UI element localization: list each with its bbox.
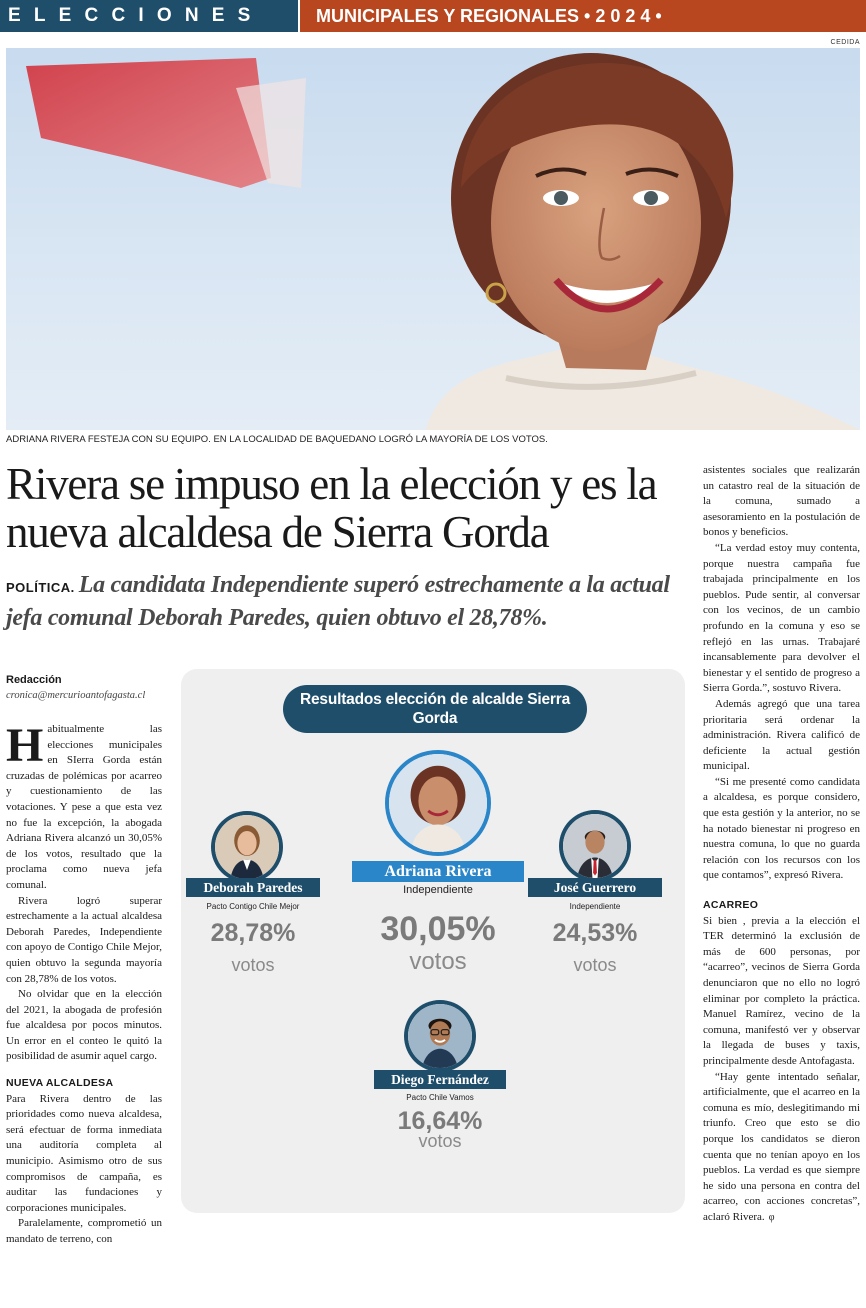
- body-paragraph: Paralelamente, comprometió un mandato de terreno, con: [6, 1217, 162, 1245]
- candidate-name-jose-guerrero: José Guerrero: [528, 878, 662, 897]
- candidate-pct-adriana-rivera: 30,05%: [380, 910, 496, 948]
- avatar-deborah-paredes: [211, 811, 283, 883]
- drop-cap: H: [6, 719, 44, 772]
- candidate-party-diego-fernandez: Pacto Chile Vamos: [406, 1093, 474, 1102]
- avatar-jose-guerrero: [559, 810, 631, 882]
- body-paragraph: asistentes sociales que realizarán un catastro real de la situación de la comuna, sumado a asesoramiento en la postulación de bonos y beneficios.: [703, 464, 860, 539]
- body-paragraph: “Hay gente intentado señalar, artificialmente, que el acarreo en la comuna es mío, deslegitimando mi triunfo. Creo que esto se dio porque los candidatos se dieron cuenta que no tenían apoyo en los pueblos. La verdad es que siempre he sido una persona en contra del acarreo, con acciones concretas”, aclaró Rivera. φ: [703, 1070, 860, 1223]
- deck-text: La candidata Independiente superó estrechamente a la actual jefa comunal Deborah Paredes, quien obtuvo el 28,78%.: [6, 572, 670, 631]
- body-paragraph: “Si me presenté como candidata a alcaldesa, es porque considero, que esta gestión y la anterior, no se ha notado bienestar ni progreso en nuestra comuna, lo que no guarda relación con los recursos con los que contamos”, expresó Rivera.: [703, 775, 860, 882]
- photo-caption: ADRIANA RIVERA FESTEJA CON SU EQUIPO. EN LA LOCALIDAD DE BAQUEDANO LOGRÓ LA MAYORÍA DE LOS VOTOS.: [6, 434, 548, 445]
- candidate-name-diego-fernandez: Diego Fernández: [374, 1070, 506, 1089]
- body-paragraph: Si bien , previa a la elección el TER determinó la exclusión de más de 600 personas, por “acarreo”, vecinos de Sierra Gorda denunciaron que no ello no logró eliminar por completo la práctica. Manuel Ramírez, vecino de la comuna, manifestó ver y observar la llegada de buses y taxis, principalmente desde Antofagasta.: [703, 914, 860, 1067]
- candidate-pct-diego-fernandez: 16,64%: [397, 1107, 483, 1135]
- candidate-name-deborah-paredes: Deborah Paredes: [186, 878, 320, 897]
- body-column-3: [703, 463, 860, 1226]
- section-label-block: [0, 0, 298, 32]
- votes-label: votos: [418, 1131, 462, 1151]
- portrait-icon: [563, 814, 627, 878]
- subsection-label: MUNICIPALES Y REGIONALES • 2 0 2 4 •: [316, 6, 662, 26]
- infographic-title: Resultados elección de alcalde Sierra Gorda: [283, 685, 587, 733]
- author-email[interactable]: cronica@mercurioantofagasta.cl: [6, 690, 146, 701]
- results-infographic: [181, 669, 685, 1213]
- subsection-label-block: [300, 0, 866, 32]
- subhead-acarreo: ACARREO: [703, 899, 759, 912]
- portrait-icon: [215, 815, 279, 879]
- candidate-party-adriana-rivera: Independiente: [403, 884, 473, 896]
- votes-label: votos: [231, 955, 275, 975]
- headline: Rivera se impuso en la elección y es la nueva alcaldesa de Sierra Gorda: [6, 459, 657, 557]
- photo-credit: CEDIDA: [830, 39, 860, 46]
- body-paragraph: Para Rivera dentro de las prioridades como nueva alcaldesa, será efectuar de forma inmediata una auditoría completa al municipio. Asimismo otro de sus compromisos de campaña, es auditar las fundaciones y corporaciones municipales.: [6, 1092, 162, 1214]
- candidate-party-deborah-paredes: Pacto Contigo Chile Mejor: [206, 902, 300, 911]
- body-paragraph: Además agregó que una tarea prioritaria será ordenar la administración. Rivera calificó de deficiente la actual gestión municipal.: [703, 697, 860, 773]
- avatar-adriana-rivera: [385, 750, 491, 856]
- body-paragraph: Rivera logró superar estrechamente a la actual alcaldesa Deborah Paredes, Independiente con apoyo de Contigo Chile Mejor, quien obtuvo la segunda mayoría con 28,78% de los votos.: [6, 894, 162, 985]
- section-header: [0, 0, 866, 32]
- portrait-illustration: [6, 48, 860, 430]
- candidate-pct-jose-guerrero: 24,53%: [552, 919, 638, 947]
- body-column-1: [6, 719, 162, 1248]
- body-paragraph: No olvidar que en la elección del 2021, la abogada de profesión fue alcaldesa por pocos minutos. Un error en el conteo le quitó la posibilidad de asumir aquel cargo.: [6, 988, 162, 1063]
- votes-label: votos: [409, 948, 467, 975]
- deck-kicker: POLÍTICA.: [6, 580, 75, 595]
- avatar-diego-fernandez: [404, 1000, 476, 1072]
- section-label: ELECCIONES: [8, 5, 264, 26]
- votes-label: votos: [573, 955, 617, 975]
- body-paragraph: “La verdad estoy muy contenta, porque nuestra campaña fue trabajada principalmente en los pueblos. Pude sentir, al conversar con los vecinos, de un cambio profundo en la comuna y eso se reflejó en las urnas. Trabajaré incansablemente para devolver el bienestar y el sentido de progreso a Sierra Gorda.”, sostuvo Rivera.: [703, 541, 860, 695]
- candidate-pct-deborah-paredes: 28,78%: [210, 919, 296, 947]
- deck: [6, 570, 696, 634]
- portrait-icon: [408, 1004, 472, 1068]
- body-paragraph: Habitualmente las elecciones municipales en SIerra Gorda están cruzadas de polémicas por acarreo y cuestionamiento de las votaciones. Y pese a que esta vez no fue la excepción, la abogada Adriana Rivera alcanzó un 30,05% de los votos, resultado que la proclama como nueva jefa comunal.: [6, 719, 162, 891]
- portrait-icon: [389, 754, 487, 852]
- candidate-name-adriana-rivera: Adriana Rivera: [352, 861, 524, 882]
- candidate-party-jose-guerrero: Independiente: [569, 902, 621, 911]
- main-photo: [6, 48, 860, 430]
- subhead-nueva-alcaldesa: NUEVA ALCALDESA: [6, 1077, 114, 1090]
- end-mark-icon: φ: [768, 1211, 775, 1223]
- byline: Redacción: [6, 674, 62, 686]
